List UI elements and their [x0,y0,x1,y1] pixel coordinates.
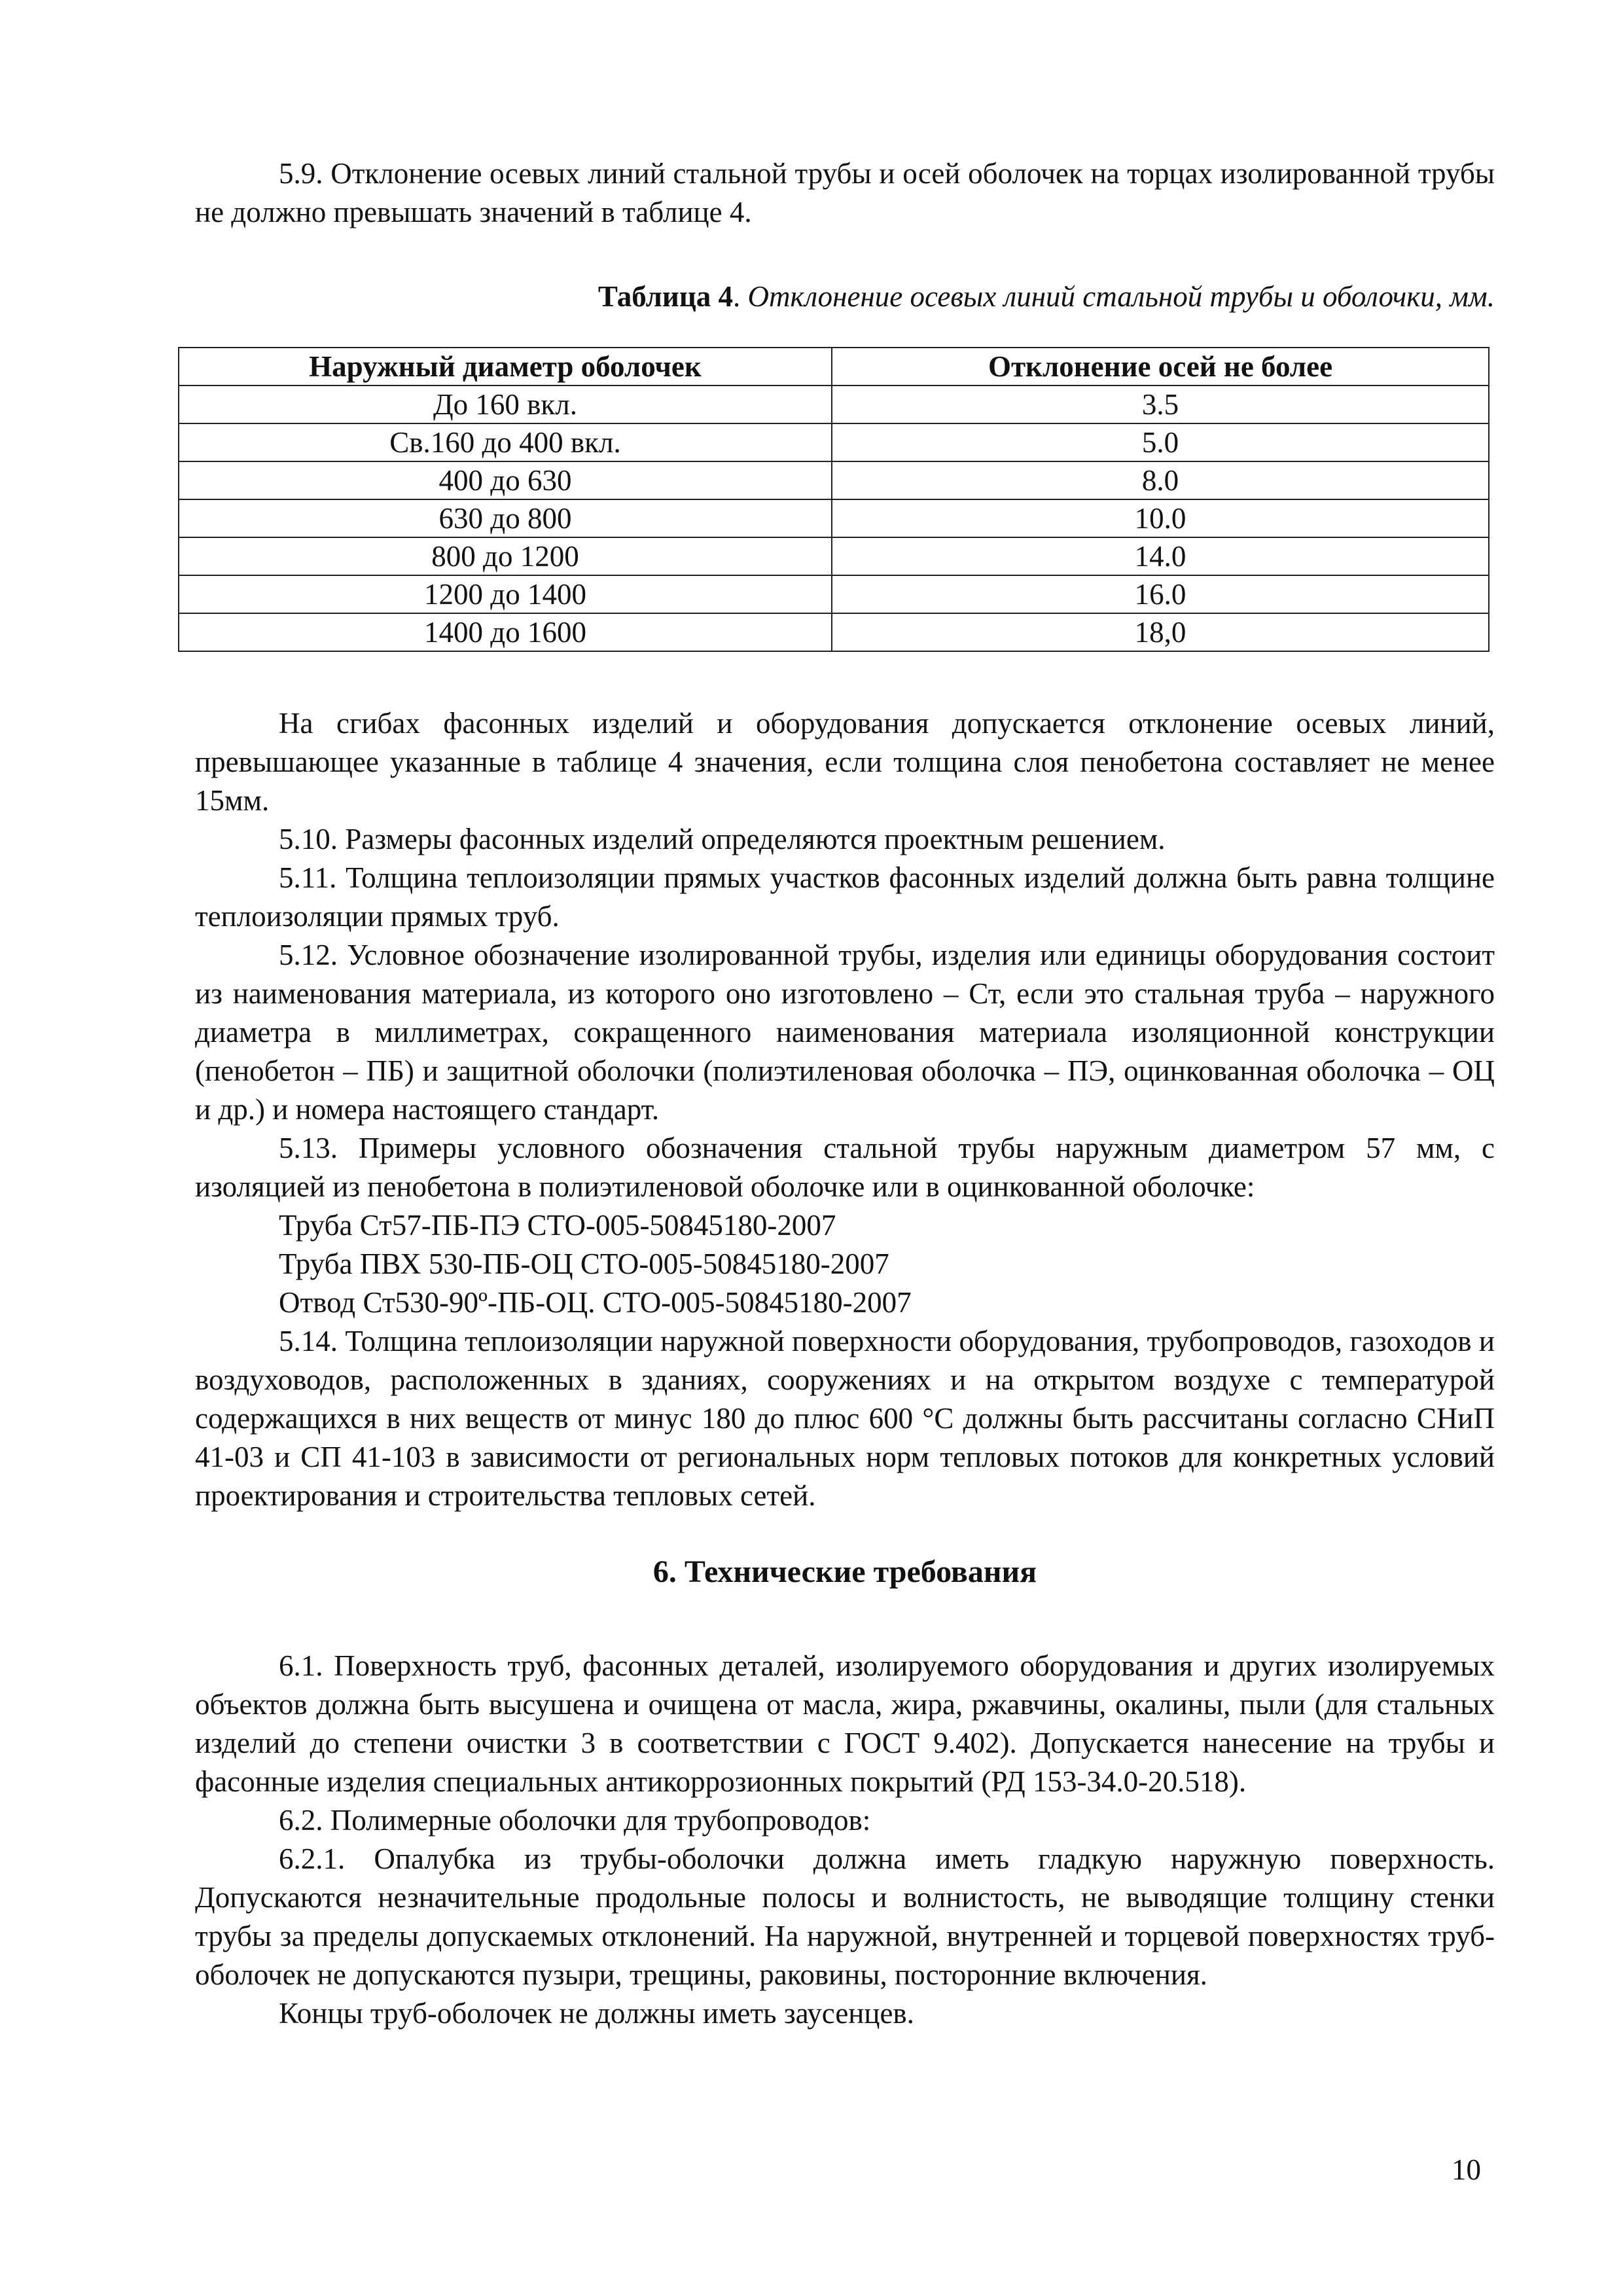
table-cell-diameter: 630 до 800 [179,499,832,537]
paragraph-bends: На сгибах фасонных изделий и оборудования допускается отклонение осевых линий, превышающее указанные в таблице 4 значения, если толщина слоя пенобетона составляет не менее 15мм. [195,707,1495,817]
paragraph-5-13: 5.13. Примеры условного обозначения стальной трубы наружным диаметром 57 мм, с изоляцией из пенобетона в полиэтиленовой оболочке или в оцинкованной оболочке: [195,1132,1495,1203]
table-row [179,386,1489,423]
table-caption [598,278,1495,316]
table-row [179,461,1489,499]
paragraph-5-9: 5.9. Отклонение осевых линий стальной трубы и осей оболочек на торцах изолированной трубы не должно превышать значений в таблице 4. [195,157,1495,228]
table-row [179,423,1489,461]
table-cell-deviation: 10.0 [832,499,1489,537]
designation-example: Труба ПВХ 530-ПБ-ОЦ СТО-005-50845180-2007 [279,1247,889,1280]
body-text-block [195,704,1495,1515]
section-6-text-block [195,1647,1495,2033]
table-cell-deviation: 3.5 [832,386,1489,423]
column-header-deviation: Отклонение осей не более [832,348,1489,386]
column-header-diameter: Наружный диаметр оболочек [179,348,832,386]
section-heading: 6. Технические требования [652,1554,1037,1589]
table-cell-deviation: 18,0 [832,613,1489,651]
table-cell-diameter: Св.160 до 400 вкл. [179,423,832,461]
table-row [179,499,1489,537]
table-caption-separator: . [733,280,748,313]
table-header-row [179,348,1489,386]
paragraph-6-1: 6.1. Поверхность труб, фасонных деталей, изолируемого оборудования и других изолируемых объектов должна быть высушена и очищена от масла, жира, ржавчины, окалины, пыли (для стальных изделий до степени очистки 3 в соответствии с ГОСТ 9.402). Допускается нанесение на трубы и фасонные изделия специальных антикоррозионных покрытий (РД 153-34.0-20.518). [195,1649,1495,1798]
paragraph-5-10: 5.10. Размеры фасонных изделий определяются проектным решением. [279,823,1166,855]
table-cell-diameter: До 160 вкл. [179,386,832,423]
table-cell-diameter: 800 до 1200 [179,537,832,575]
table-row [179,575,1489,613]
designation-example: Труба Ст57-ПБ-ПЭ СТО-005-50845180-2007 [279,1209,836,1242]
paragraph-5-14: 5.14. Толщина теплоизоляции наружной поверхности оборудования, трубопроводов, газоходов и воздуховодов, расположенных в зданиях, сооружениях и на открытом воздухе с температурой содержащихся в них веществ от минус 180 до плюс 600 °С должны быть рассчитаны согласно СНиП 41-03 и СП 41-103 в зависимости от региональных норм тепловых потоков для конкретных условий проектирования и строительства тепловых сетей. [195,1325,1495,1512]
table-cell-diameter: 1200 до 1400 [179,575,832,613]
paragraph-5-11: 5.11. Толщина теплоизоляции прямых участков фасонных изделий должна быть равна толщине теплоизоляции прямых труб. [195,861,1495,933]
paragraph-ends: Концы труб-оболочек не должны иметь заусенцев. [279,1997,914,2030]
table-cell-deviation: 8.0 [832,461,1489,499]
table-caption-label: Таблица 4 [597,280,734,313]
table-cell-diameter: 400 до 630 [179,461,832,499]
deviation-table [178,347,1489,652]
paragraph-6-2: 6.2. Полимерные оболочки для трубопроводов: [279,1804,871,1837]
table-row [179,537,1489,575]
paragraph-6-2-1: 6.2.1. Опалубка из трубы-оболочки должна иметь гладкую наружную поверхность. Допускаются незначительные продольные полосы и волнистость, не выводящие толщину стенки трубы за пределы допускаемых отклонений. На наружной, внутренней и торцевой поверхностях труб-оболочек не допускаются пузыри, трещины, раковины, посторонние включения. [195,1842,1495,1991]
table-cell-deviation: 16.0 [832,575,1489,613]
paragraph-5-12: 5.12. Условное обозначение изолированной трубы, изделия или единицы оборудования состоит из наименования материала, из которого оно изготовлено – Ст, если это стальная труба – наружного диаметра в миллиметрах, сокращенного наименования материала изоляционной конструкции (пенобетон – ПБ) и защитной оболочки (полиэтиленовая оболочка – ПЭ, оцинкованная оболочка – ОЦ и др.) и номера настоящего стандарт. [195,939,1495,1126]
table-cell-deviation: 5.0 [832,423,1489,461]
page-number: 10 [1452,2153,1481,2186]
table-cell-diameter: 1400 до 1600 [179,613,832,651]
table-row [179,613,1489,651]
table-cell-deviation: 14.0 [832,537,1489,575]
table-caption-text: Отклонение осевых линий стальной трубы и оболочки, мм. [747,280,1495,313]
document-page [195,0,1495,2296]
designation-example: Отвод Ст530-90º-ПБ-ОЦ. СТО-005-50845180-2007 [279,1286,912,1319]
